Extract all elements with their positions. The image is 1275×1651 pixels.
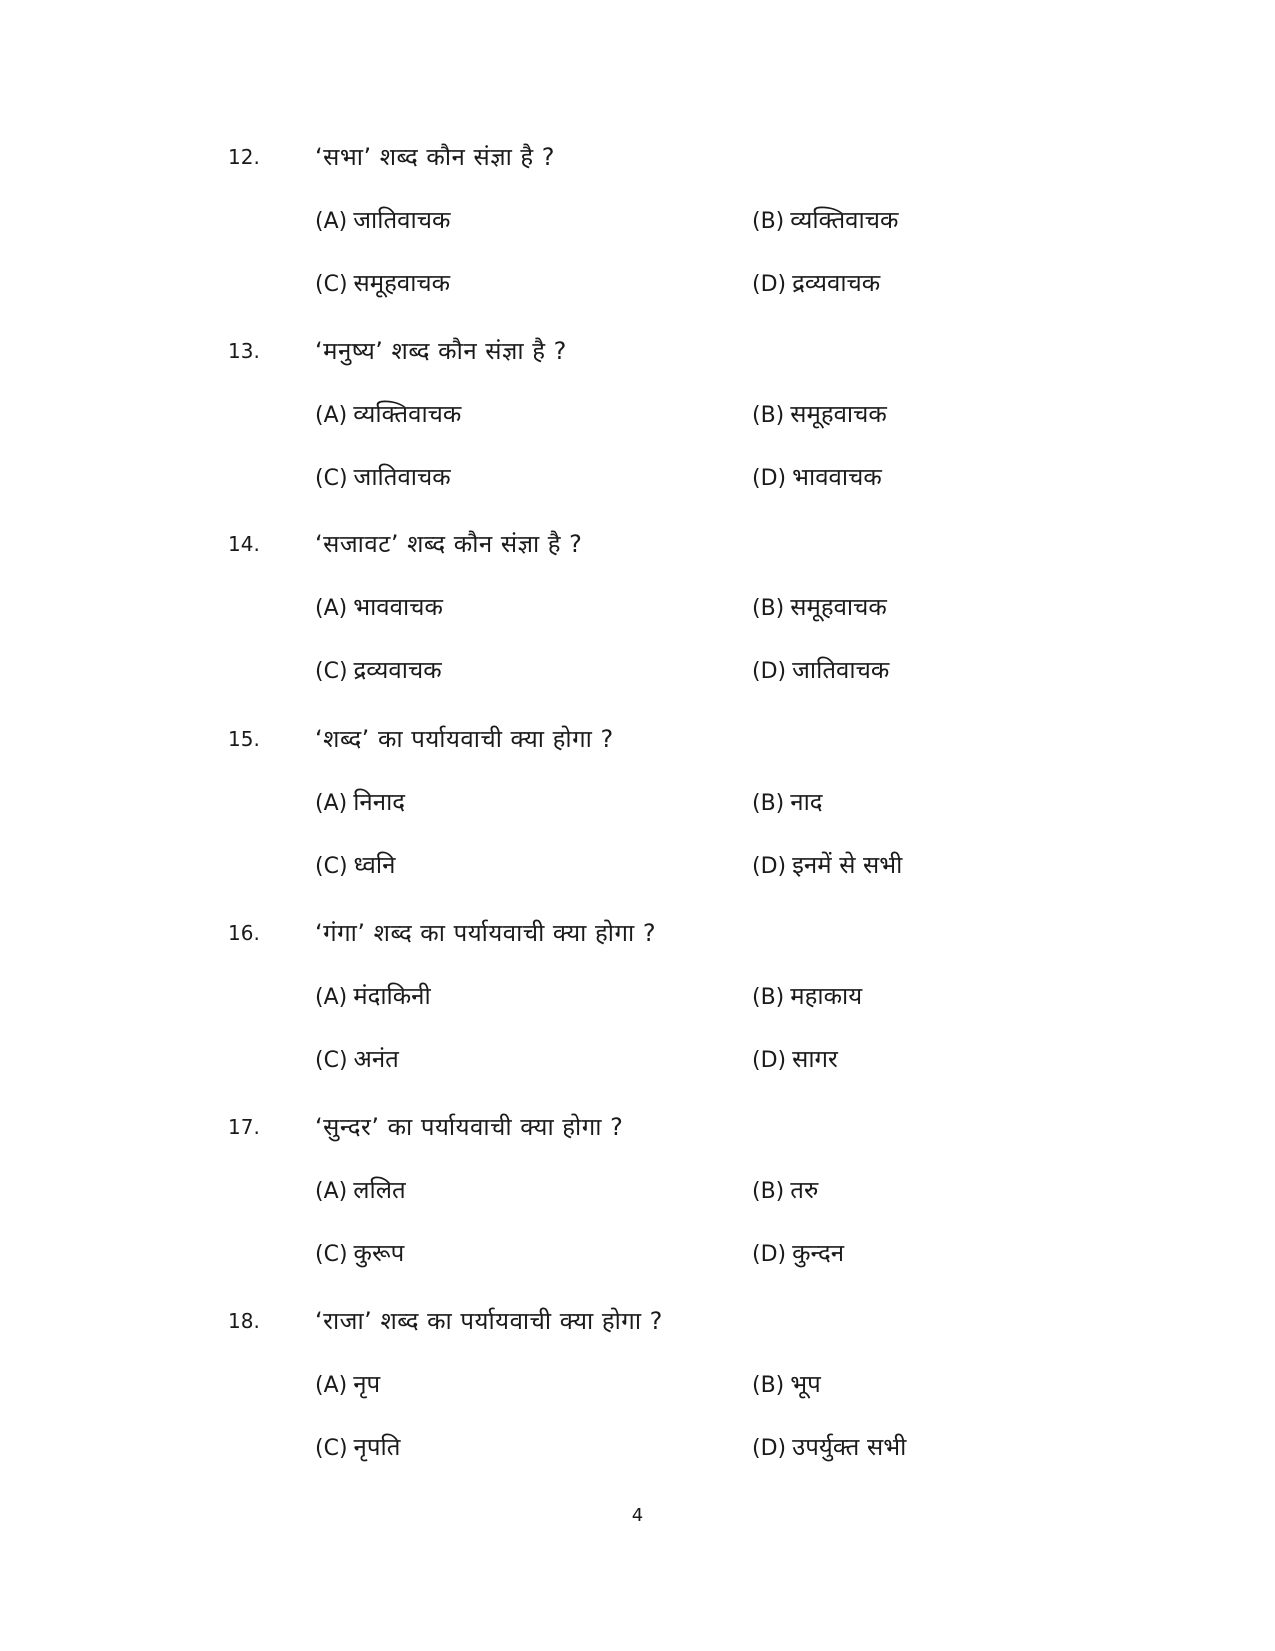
question-number: 18. [228,1309,260,1333]
option-a [315,785,405,819]
option-letter: (A) [315,1179,348,1204]
option-a [315,590,443,624]
question-text: ‘मनुष्य’ शब्द कौन संज्ञा है ? [315,337,567,365]
option-letter: (D) [752,1436,787,1461]
option-letter: (D) [752,659,787,684]
option-text: समूहवाचक [790,593,887,621]
option-letter: (C) [315,272,348,297]
option-letter: (C) [315,854,348,879]
option-letter: (B) [752,209,785,234]
option-text: नृप [353,1370,381,1398]
option-b [752,203,898,237]
option-a [315,203,450,237]
question-number: 16. [228,921,260,945]
option-c [315,1236,404,1270]
option-d [752,1042,838,1076]
question-text: ‘सुन्दर’ का पर्यायवाची क्या होगा ? [315,1113,624,1141]
question-block [0,916,1275,1103]
option-c [315,848,395,882]
option-d [752,460,882,494]
option-b [752,590,887,624]
question-block [0,527,1275,714]
question-number: 14. [228,532,260,556]
option-c [315,1042,399,1076]
option-letter: (D) [752,854,787,879]
question-text: ‘सभा’ शब्द कौन संज्ञा है ? [315,143,556,171]
option-letter: (B) [752,596,785,621]
option-d [752,1236,844,1270]
question-text: ‘सजावट’ शब्द कौन संज्ञा है ? [315,530,583,558]
question-block [0,334,1275,521]
option-text: जातिवाचक [353,463,451,491]
option-text: तरु [790,1176,819,1204]
question-text: ‘राजा’ शब्द का पर्यायवाची क्या होगा ? [315,1307,663,1335]
option-a [315,1367,380,1401]
option-c [315,1430,400,1464]
option-letter: (C) [315,659,348,684]
option-letter: (D) [752,466,787,491]
option-c [315,653,442,687]
option-b [752,785,823,819]
question-number: 12. [228,145,260,169]
option-letter: (A) [315,985,348,1010]
option-letter: (B) [752,403,785,428]
option-text: द्रव्यवाचक [353,656,442,684]
question-number: 15. [228,727,260,751]
option-text: भाववाचक [792,463,882,491]
question-number: 13. [228,339,260,363]
option-text: समूहवाचक [790,400,887,428]
question-block [0,722,1275,909]
option-text: इनमें से सभी [792,851,903,879]
option-letter: (C) [315,466,348,491]
option-text: समूहवाचक [353,269,451,297]
option-b [752,397,887,431]
option-text: कुरूप [353,1239,405,1267]
option-text: जातिवाचक [792,656,890,684]
option-a [315,979,431,1013]
question-block [0,1110,1275,1297]
option-text: मंदाकिनी [353,982,431,1010]
option-d [752,848,902,882]
option-letter: (C) [315,1242,348,1267]
option-letter: (B) [752,791,785,816]
option-letter: (B) [752,1179,785,1204]
option-text: द्रव्यवाचक [792,269,881,297]
question-number: 17. [228,1115,260,1139]
option-b [752,1173,818,1207]
question-text: ‘शब्द’ का पर्यायवाची क्या होगा ? [315,725,614,753]
question-block [0,1304,1275,1491]
option-text: जातिवाचक [353,206,451,234]
option-letter: (D) [752,1048,787,1073]
option-letter: (B) [752,1373,785,1398]
option-text: अनंत [353,1045,399,1073]
option-b [752,1367,821,1401]
option-text: नृपति [353,1433,401,1461]
option-c [315,460,451,494]
option-letter: (A) [315,1373,348,1398]
option-text: ललित [353,1176,406,1204]
option-letter: (D) [752,272,787,297]
option-text: सागर [792,1045,838,1073]
page-number: 4 [631,1505,644,1526]
option-d [752,266,880,300]
option-letter: (A) [315,596,348,621]
option-text: निनाद [353,788,406,816]
option-text: महाकाय [790,982,863,1010]
option-letter: (A) [315,403,348,428]
option-letter: (C) [315,1048,348,1073]
option-letter: (A) [315,209,348,234]
option-letter: (B) [752,985,785,1010]
option-text: व्यक्तिवाचक [353,400,462,428]
option-text: ध्वनि [353,851,396,879]
option-d [752,1430,906,1464]
option-d [752,653,889,687]
question-block [0,140,1275,327]
option-c [315,266,450,300]
option-letter: (C) [315,1436,348,1461]
question-text: ‘गंगा’ शब्द का पर्यायवाची क्या होगा ? [315,919,657,947]
option-text: कुन्दन [792,1239,845,1267]
option-text: व्यक्तिवाचक [790,206,899,234]
option-text: भाववाचक [353,593,443,621]
option-text: उपर्युक्त सभी [792,1433,907,1461]
option-a [315,397,461,431]
option-b [752,979,862,1013]
option-text: नाद [790,788,823,816]
option-text: भूप [790,1370,821,1398]
option-a [315,1173,406,1207]
option-letter: (D) [752,1242,787,1267]
option-letter: (A) [315,791,348,816]
